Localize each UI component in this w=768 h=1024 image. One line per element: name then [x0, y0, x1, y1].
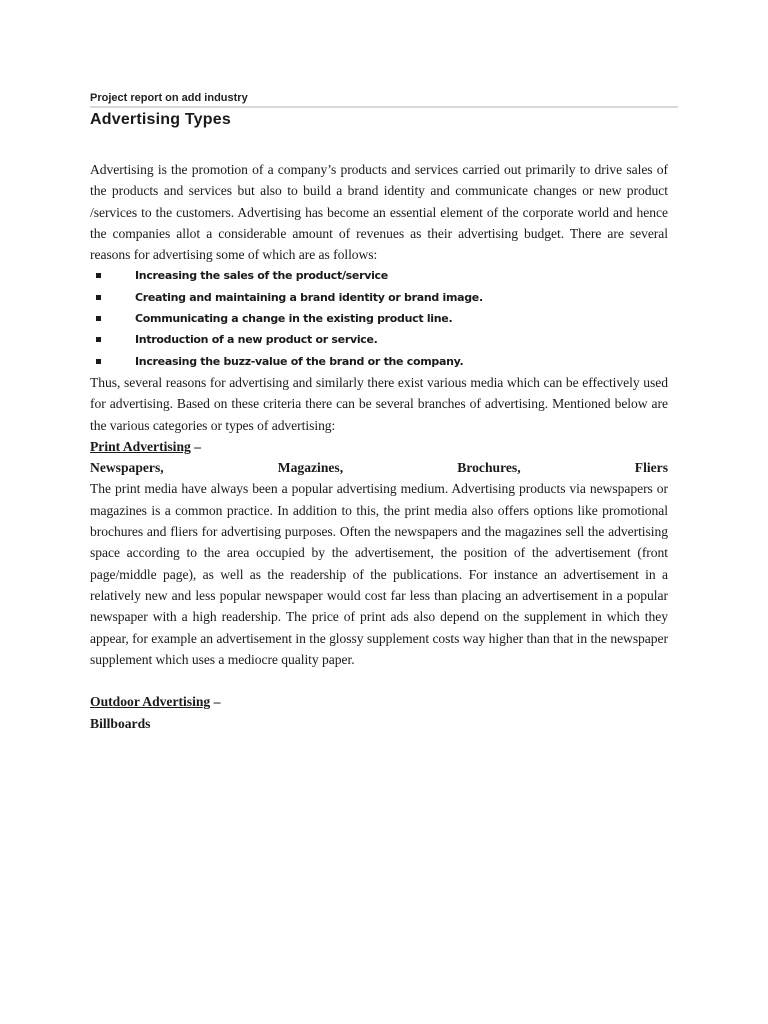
list-item-text: Creating and maintaining a brand identity or brand image.: [135, 290, 483, 304]
square-bullet-icon: [96, 316, 101, 321]
print-media-list: [90, 457, 668, 478]
print-advertising-heading: [90, 436, 668, 457]
page-title: Advertising Types: [90, 111, 231, 128]
square-bullet-icon: [96, 273, 101, 278]
list-item: [90, 351, 668, 372]
list-item: [90, 329, 668, 350]
heading-dash: –: [190, 438, 202, 454]
square-bullet-icon: [96, 359, 101, 364]
outdoor-advertising-heading: [90, 691, 668, 712]
list-item: [90, 287, 668, 308]
media-item-brochures: Brochures,: [457, 460, 521, 476]
list-item: [90, 265, 668, 286]
list-item-text: Increasing the buzz-value of the brand or the company.: [135, 354, 464, 368]
media-item-newspapers: Newspapers,: [90, 460, 164, 476]
list-item-text: Increasing the sales of the product/service: [135, 269, 388, 283]
list-item-text: Introduction of a new product or service.: [135, 333, 378, 347]
list-item: [90, 308, 668, 329]
running-header: Project report on add industry: [90, 92, 678, 108]
square-bullet-icon: [96, 337, 101, 342]
billboards-subheading: Billboards: [90, 715, 151, 731]
print-advertising-paragraph: The print media have always been a popular advertising medium. Advertising products via newspapers or magazines is a common practice. In addition to this, the print media also offers options like promotional brochures and fliers for advertising purposes. Often the newspapers and the magazines sell the advertising space according to the area occupied by the advertisement, the position of the advertisement (front page/middle page), as well as the readership of the publications. For instance an advertisement in a relatively new and less popular newspaper would cost far less than placing an advertisement in a popular newspaper with a high readership. The price of print ads also depend on the supplement in which they appear, for example an advertisement in the glossy supplement costs way higher than that in the newspaper supplement which uses a mediocre quality paper.: [90, 481, 668, 667]
reasons-list: [90, 265, 668, 371]
list-item-text: Communicating a change in the existing product line.: [135, 312, 453, 326]
media-item-fliers: Fliers: [634, 460, 668, 476]
spacer: [90, 670, 668, 691]
page-content: [90, 92, 668, 734]
intro-paragraph: Advertising is the promotion of a company’s products and services carried out primarily to drive sales of the products and services but also to build a brand identity and communicate changes or new product /services to the customers. Advertising has become an essential element of the corporate world and hence the companies allot a considerable amount of revenues as their advertising budget. There are several reasons for advertising some of which are as follows:: [90, 162, 668, 263]
heading-dash: –: [210, 694, 221, 710]
transition-paragraph: Thus, several reasons for advertising and similarly there exist various media which can be effectively used for advertising. Based on these criteria there can be several branches of advertising. Mentioned below are the various categories or types of advertising:: [90, 374, 668, 433]
square-bullet-icon: [96, 295, 101, 300]
section-heading-text: Outdoor Advertising: [90, 694, 211, 710]
section-heading-text: Print Advertising: [90, 438, 191, 454]
media-item-magazines: Magazines,: [277, 460, 344, 476]
